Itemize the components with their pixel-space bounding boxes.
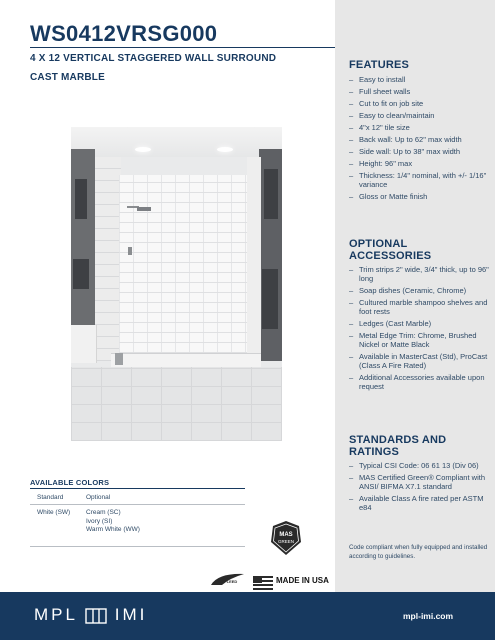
side-wall-panel (95, 157, 121, 361)
accessory-item: – Ledges (Cast Marble) (349, 319, 489, 328)
accessory-item: – Trim strips 2" wide, 3/4" thick, up to 96" long (349, 265, 489, 283)
logo-mark-icon (85, 608, 107, 624)
accessory-item: – Metal Edge Trim: Chrome, Brushed Nickel or Matte Black (349, 331, 489, 349)
mas-text-2: GREEN (277, 539, 295, 544)
header-standard: Standard (37, 493, 64, 501)
available-colors-title: AVAILABLE COLORS (30, 478, 110, 487)
standards-list (349, 461, 489, 515)
shower-base (111, 353, 261, 367)
optional-colors (86, 509, 245, 546)
features-list (349, 75, 489, 204)
feature-item: – Cut to fit on job site (349, 99, 489, 108)
leed-text: LEED (226, 579, 238, 584)
feature-item: – Height: 96" max (349, 159, 489, 168)
vanity (71, 325, 97, 363)
header-divider (30, 47, 335, 48)
accessory-item: – Additional Accessories available upon request (349, 373, 489, 391)
product-subtitle: 4 X 12 VERTICAL STAGGERED WALL SURROUND (30, 53, 277, 64)
made-in-usa-label: MADE IN USA (276, 576, 329, 585)
linear-drain (115, 353, 123, 365)
compliance-note: Code compliant when fully equipped and installed according to guidelines. (349, 544, 488, 560)
usa-flag-canton (253, 576, 262, 583)
colors-table (30, 490, 245, 547)
logo-text-mpl: MPL (34, 605, 78, 624)
standard-item: – Available Class A fire rated per ASTM e84 (349, 494, 489, 512)
colors-divider (30, 488, 245, 489)
feature-item: – Gloss or Matte finish (349, 192, 489, 201)
features-title: FEATURES (349, 59, 410, 71)
optional-accessories-title: OPTIONAL ACCESSORIES (349, 238, 432, 262)
header-optional: Optional (86, 493, 111, 501)
product-material: CAST MARBLE (30, 72, 105, 83)
optional-color: Warm White (WW) (86, 526, 140, 533)
website-link[interactable]: mpl-imi.com (403, 611, 454, 621)
feature-item: – Full sheet walls (349, 87, 489, 96)
feature-item: – Easy to clean/maintain (349, 111, 489, 120)
standard-item: – MAS Certified Green® Compliant with ANSI/ BIFMA X7.1 standard (349, 473, 489, 491)
back-wall-panel (119, 175, 249, 353)
feature-item: – Easy to install (349, 75, 489, 84)
mas-certified-badge-icon (268, 520, 304, 556)
optional-color: Cream (SC) (86, 509, 121, 516)
leed-badge-icon (210, 571, 245, 587)
ceiling (71, 127, 282, 157)
colors-table-header (30, 490, 245, 505)
standards-title: STANDARDS AND RATINGS (349, 434, 447, 458)
colors-table-row (30, 505, 245, 547)
feature-item: – Thickness: 1/4" nominal, with +/- 1/16" variance (349, 171, 489, 189)
feature-item: – Side wall: Up to 38" max width (349, 147, 489, 156)
standard-item: – Typical CSI Code: 06 61 13 (Div 06) (349, 461, 489, 470)
right-wall-panel (247, 157, 261, 361)
optional-color: Ivory (SI) (86, 517, 113, 525)
product-model: WS0412VRSG000 (30, 21, 218, 46)
showerhead-icon (137, 207, 151, 211)
shower-valve (128, 247, 132, 255)
optional-accessories-list (349, 265, 489, 394)
floor-tiles (71, 367, 282, 441)
ceiling-light (135, 147, 151, 152)
accessory-item: – Soap dishes (Ceramic, Chrome) (349, 286, 489, 295)
accessory-item: – Cultured marble shampoo shelves and foot rests (349, 298, 489, 316)
accessory-item: – Available in MasterCast (Std), ProCast (Class A Fire Rated) (349, 352, 489, 370)
feature-item: – 4"x 12" tile size (349, 123, 489, 132)
ceiling-light (217, 147, 233, 152)
product-photo (71, 127, 282, 441)
mpl-imi-logo[interactable] (34, 605, 147, 625)
feature-item: – Back wall: Up to 62" max width (349, 135, 489, 144)
standard-color: White (SW) (37, 509, 71, 516)
logo-text-imi: IMI (114, 605, 148, 624)
stone-wall-right (259, 149, 282, 361)
mas-text-1: MAS (279, 532, 293, 538)
